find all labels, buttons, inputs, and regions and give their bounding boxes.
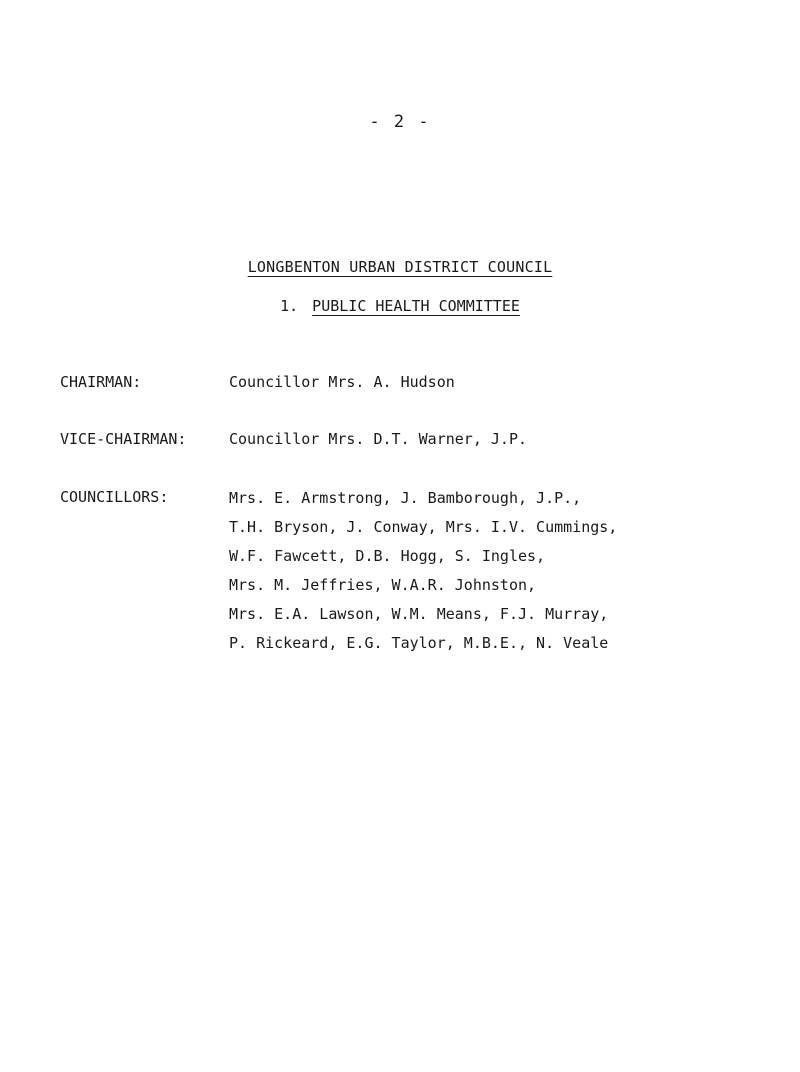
council-title-text: LONGBENTON URBAN DISTRICT COUNCIL [247,258,553,276]
committee-heading [0,297,800,315]
councillors-line: Mrs. E.A. Lawson, W.M. Means, F.J. Murray, [229,605,609,623]
councillors-line: Mrs. E. Armstrong, J. Bamborough, J.P., [229,489,582,507]
vice-chairman-value: Councillor Mrs. D.T. Warner, J.P. [229,430,528,448]
committee-number: 1. [280,297,299,315]
chairman-label: CHAIRMAN: [60,373,142,391]
councillors-line: Mrs. M. Jeffries, W.A.R. Johnston, [229,576,537,594]
councillors-line: P. Rickeard, E.G. Taylor, M.B.E., N. Veale [229,634,609,652]
committee-name: PUBLIC HEALTH COMMITTEE [312,297,520,315]
chairman-value: Councillor Mrs. A. Hudson [229,373,455,391]
page-number: - 2 - [369,112,431,132]
councillors-line: T.H. Bryson, J. Conway, Mrs. I.V. Cummings, [229,518,618,536]
councillors-list [229,484,617,658]
council-title [0,258,800,276]
vice-chairman-label: VICE-CHAIRMAN: [60,430,187,448]
councillors-line: W.F. Fawcett, D.B. Hogg, S. Ingles, [229,547,546,565]
councillors-label: COUNCILLORS: [60,488,169,506]
